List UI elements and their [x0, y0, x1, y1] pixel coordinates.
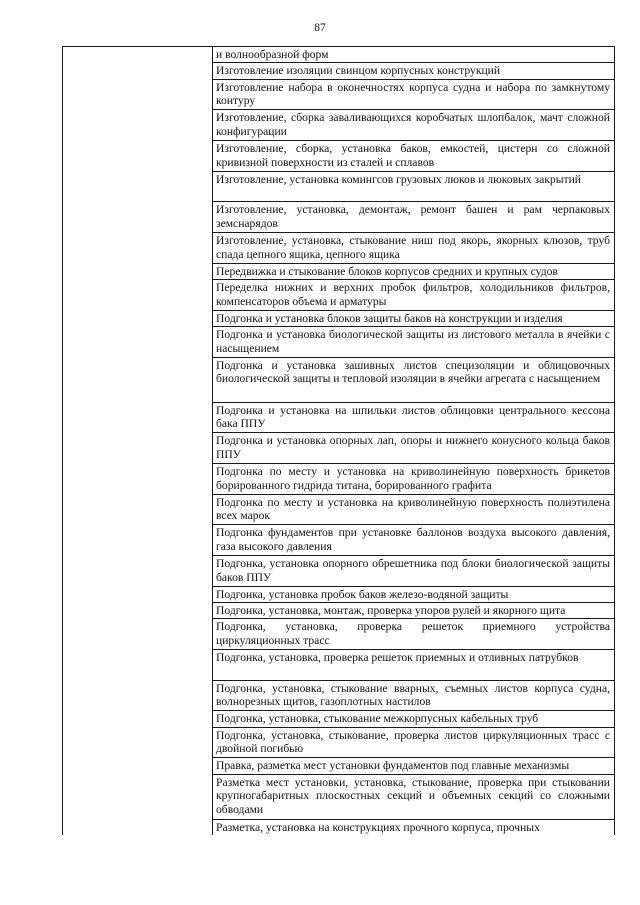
table-row: Изготовление, установка комингсов грузовых люков и люковых закрытий: [213, 172, 614, 203]
table-row: Разметка мест установки, установка, стыкование, проверка при стыковании крупногабаритных плоскостных секций и объемных секций со сложными обводами: [213, 775, 614, 820]
table-row: Изготовление, сборка заваливающихся коробчатых шлопбалок, мачт сложной конфигурации: [213, 110, 614, 141]
table-row: Подгонка и установка блоков защиты баков на конструкции и изделия: [213, 311, 614, 327]
page-number: 87: [314, 22, 326, 34]
table-row: Разметка, установка на конструкциях прочного корпуса, прочных: [216, 820, 540, 834]
table-row: Подгонка и установка биологической защиты из листового металла в ячейки с насыщением: [213, 327, 614, 358]
table-row: Подгонка, установка опорного обрешетника под блоки биологической защиты баков ППУ: [213, 556, 614, 587]
table-row: Подгонка, установка, проверка решеток приемных и отливных патрубков: [213, 650, 614, 681]
table-row: Подгонка, установка, стыкование вварных, съемных листов корпуса судна, волнорезных щитов, газоплотных настилов: [213, 681, 614, 712]
table-row: Переделка нижних и верхних пробок фильтров, холодильников фильтров, компенсаторов объема и арматуры: [213, 280, 614, 311]
work-types-table: [62, 46, 615, 835]
table-row: Подгонка и установка зашивных листов специзоляции и облицовочных биологической защиты и тепловой изоляции в ячейки агрегата с насыщением: [213, 358, 614, 403]
table-row: и волнообразной форм: [213, 47, 614, 63]
table-row: Подгонка и установка на шпильки листов облицовки центрального кессона бака ППУ: [213, 403, 614, 434]
table-row: Изготовление, сборка, установка баков, емкостей, цистерн со сложной кривизной поверхности из сталей и сплавов: [213, 141, 614, 172]
table-row: Подгонка фундаментов при установке баллонов воздуха высокого давления, газа высокого давления: [213, 525, 614, 556]
table-row: Подгонка, установка пробок баков железо-водяной защиты: [213, 587, 614, 603]
table-row: Подгонка и установка опорных лап, опоры и нижнего конусного кольца баков ППУ: [213, 433, 614, 464]
table-row: Подгонка, установка, проверка решеток приемного устройства циркуляционных трасс: [213, 619, 614, 650]
table-row: Подгонка, установка, стыкование межкорпусных кабельных труб: [213, 711, 614, 727]
table-row: Изготовление набора в оконечностях корпуса судна и набора по замкнутому контуру: [213, 80, 614, 111]
table-row: Передвижка и стыкование блоков корпусов средних и крупных судов: [213, 264, 614, 280]
table-row: Правка, разметка мест установки фундаментов под главные механизмы: [213, 758, 614, 774]
table-row: Изготовление изоляции свинцом корпусных конструкций: [213, 63, 614, 79]
table-left-column: [63, 47, 213, 835]
table-right-column: [213, 47, 614, 835]
table-row: Подгонка по месту и установка на криволинейную поверхность полиэтилена всех марок: [213, 495, 614, 526]
table-row: Подгонка, установка, стыкование, проверка листов циркуляционных трасс с двойной погибью: [213, 728, 614, 759]
table-row: Изготовление, установка, демонтаж, ремонт башен и рам черпаковых земснарядов: [213, 202, 614, 233]
table-row: Изготовление, установка, стыкование ниш под якорь, якорных клюзов, труб спада цепного ящика, цепного ящика: [213, 233, 614, 264]
table-row: Подгонка, установка, монтаж, проверка упоров рулей и якорного щита: [213, 603, 614, 619]
table-row: Подгонка по месту и установка на криволинейную поверхность брикетов борированного гидрида титана, борированного графита: [213, 464, 614, 495]
